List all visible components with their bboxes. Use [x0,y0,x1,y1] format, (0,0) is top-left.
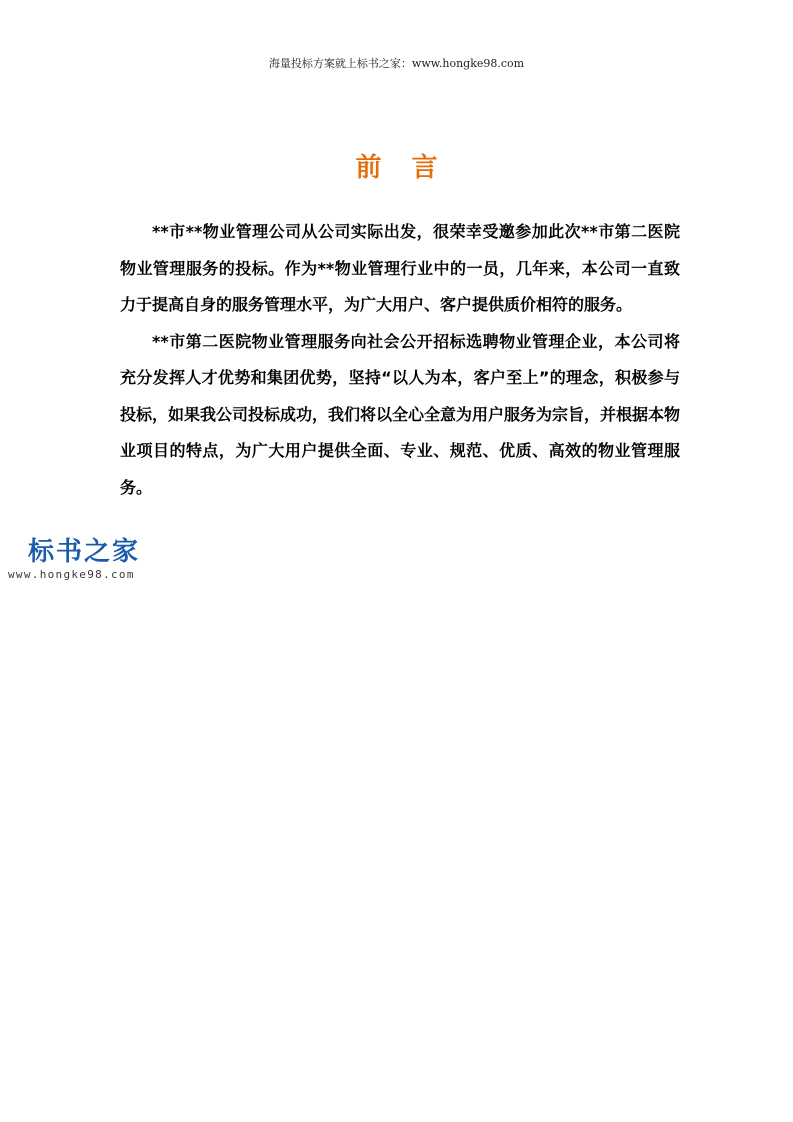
paragraph: **市第二医院物业管理服务向社会公开招标选聘物业管理企业，本公司将充分发挥人才优势和集团优势，坚持“以人为本，客户至上”的理念，积极参与投标，如果我公司投标成功，我们将以全心全意为用户服务为宗旨，并根据本物业项目的特点，为广大用户提供全面、专业、规范、优质、高效的物业管理服务。 [120,331,681,497]
page-title: 前言 [355,153,468,183]
document-body [120,214,680,506]
watermark-logo: 标书之家 [28,537,141,567]
paragraph: **市**物业管理公司从公司实际出发，很荣幸受邀参加此次**市第二医院物业管理服务的投标。作为**物业管理行业中的一员，几年来，本公司一直致力于提高自身的服务管理水平，为广大用户、客户提供质价相符的服务。 [120,222,680,314]
watermark-url: www.hongke98.com [8,568,135,581]
watermark [8,537,168,587]
page-header: 海量投标方案就上标书之家：www.hongke98.com [268,57,525,70]
